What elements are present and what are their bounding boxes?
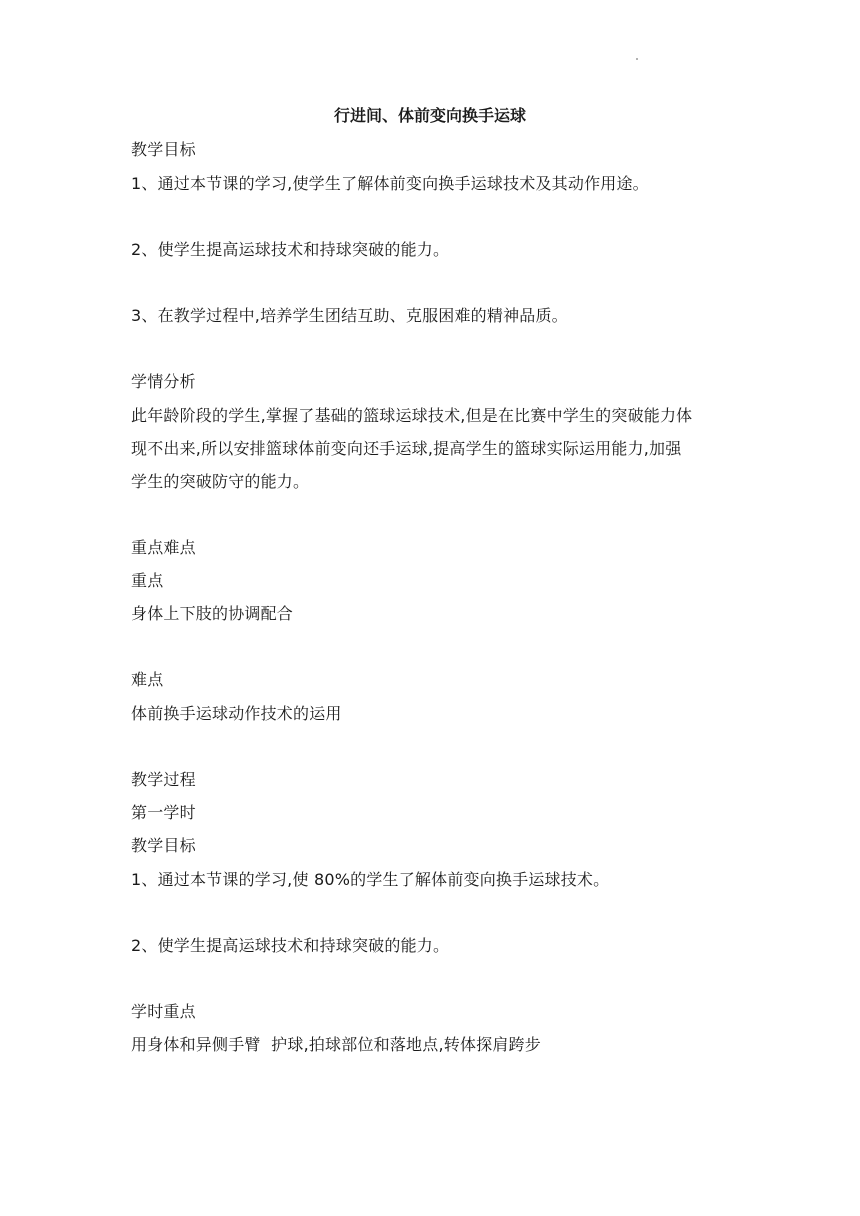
objective-item-2: 2、使学生提高运球技术和持球突破的能力。: [131, 240, 450, 259]
lesson-objective-item-1: 1、通过本节课的学习,使 80%的学生了解体前变向换手运球技术。: [131, 870, 610, 889]
analysis-line-3: 学生的突破防守的能力。: [131, 472, 310, 491]
subheading-first-lesson: 第一学时: [131, 803, 196, 822]
difficulty-text: 体前换手运球动作技术的运用: [131, 704, 342, 723]
objective-item-3: 3、在教学过程中,培养学生团结互助、克服困难的精神品质。: [131, 306, 568, 325]
document-title: 行进间、体前变向换手运球: [333, 106, 526, 125]
heading-lesson-focus: 学时重点: [131, 1002, 196, 1021]
objective-item-1: 1、通过本节课的学习,使学生了解体前变向换手运球技术及其动作用途。: [131, 174, 649, 193]
lesson-objective-item-2: 2、使学生提高运球技术和持球突破的能力。: [131, 936, 450, 955]
subheading-lesson-objectives: 教学目标: [131, 836, 196, 855]
heading-key-points: 重点难点: [131, 538, 196, 557]
heading-teaching-objectives: 教学目标: [131, 140, 196, 159]
page-mark: [636, 58, 638, 60]
subheading-difficulty: 难点: [131, 670, 164, 689]
analysis-line-1: 此年龄阶段的学生,掌握了基础的篮球运球技术,但是在比赛中学生的突破能力体: [131, 406, 693, 425]
heading-student-analysis: 学情分析: [131, 372, 196, 391]
heading-teaching-process: 教学过程: [131, 770, 196, 789]
analysis-line-2: 现不出来,所以安排篮球体前变向还手运球,提高学生的篮球实际运用能力,加强: [131, 439, 682, 458]
subheading-focus: 重点: [131, 571, 164, 590]
focus-text: 身体上下肢的协调配合: [131, 604, 294, 623]
lesson-focus-text: 用身体和异侧手臂 护球,拍球部位和落地点,转体探肩跨步: [131, 1035, 541, 1054]
